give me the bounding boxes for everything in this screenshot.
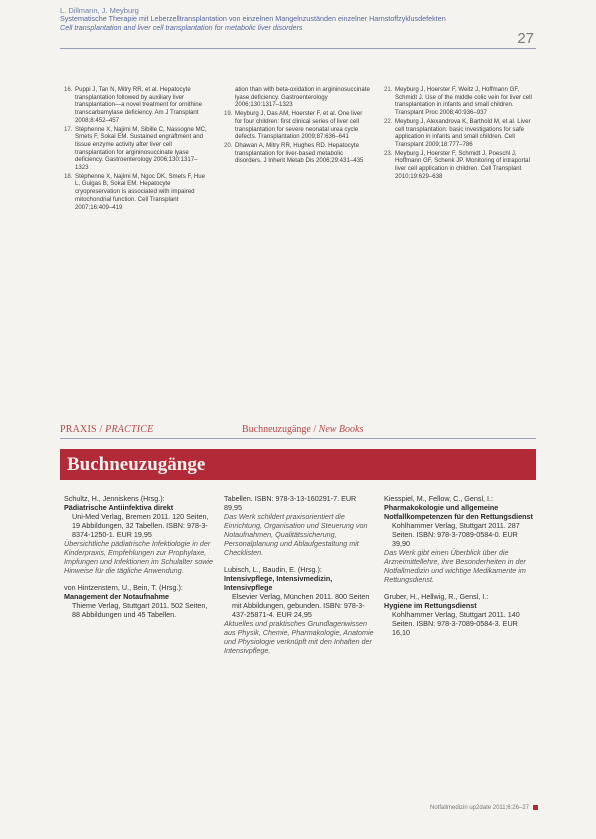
references-column-2 xyxy=(224,86,370,166)
page-title-band xyxy=(60,449,536,480)
book-entry: Schultz, H., Jenniskens (Hrsg.): Pädiatrische Antiinfektiva direkt Uni-Med Verlag, Bremen 2011. 120 Seiten, 19 Abbildungen, 32 Tabellen. ISBN: 978-3-8374-1250-1. EUR 19,95 Übersichtliche pädiatrische Infektiologie in der Kinderpraxis, Empfehlungen zur Prophylaxe, Impfungen und Infektionen im Schulalter sowie Hinweise für die tägliche Anwendung. xyxy=(64,494,214,575)
footer-journal: Notfallmedizin up2date 2011;6:26–27 xyxy=(430,805,529,812)
reference-item: 17. Stéphenne X, Najimi M, Sibille C, Nassogne MC, Smets F, Sokal EM. Sustained engraftment and tissue enzyme activity after liver cell transplantation for argininosuccinate lyase deficiency. Gastroenterology 2006;130:1317–1323 xyxy=(64,125,207,172)
references-column-1 xyxy=(64,86,210,212)
books-column-2 xyxy=(224,494,374,663)
running-header-title-de: Systematische Therapie mit Leberzelltransplantation von einzelnen Mangelnzuständen einzelner Harnstoffzyklusdefekten xyxy=(60,14,446,23)
reference-item: 19. Meyburg J, Das AM, Hoerster F, et al. One liver for four children: first clinical series of liver cell transplantation for severe neonatal urea cycle defects. Transplantation 2009;87:636–641 xyxy=(224,110,363,141)
reference-item: 23. Meyburg J, Hoerster F, Schmidt J, Poeschl J, Hoffmann GF, Schenk JP. Monitoring of intraportal liver cell application in children. Cell Transplant 2010;19:629–638 xyxy=(384,149,530,180)
book-entry: Gruber, H., Hellwig, R., Gensl, I.: Hygiene im Rettungsdienst Kohlhammer Verlag, Stuttgart 2011. 140 Seiten. ISBN: 978-3-7089-0584-3. EUR 16,10 xyxy=(384,592,520,637)
footer-square-icon xyxy=(533,805,538,810)
references-column-3 xyxy=(384,86,534,181)
book-entry: Lubisch, L., Baudin, E. (Hrsg.): Intensivpflege, Intensivmedizin, Intensivpflege Elsevier Verlag, München 2011. 800 Seiten mit Abbildungen, gebunden. ISBN: 978-3-437-25871-4. EUR 24,95 Aktuelles und praktisches Grundlagenwissen aus Physik, Chemie, Pharmakologie, Anatomie und Physiologie verknüpft mit den Inhalten der Intensivpflege. xyxy=(224,565,374,655)
running-header-author: L. Dillmann, J. Meyburg xyxy=(60,6,139,15)
running-header-title-en: Cell transplantation and liver cell transplantation for metabolic liver disorders xyxy=(60,22,303,32)
reference-item: 16. Puppi J, Tan N, Mitry RR, et al. Hepatocyte transplantation followed by auxiliary liver transplantation—a novel treatment for ornithine transcarbamylase deficiency. Am J Transplant 2008;8:452–457 xyxy=(64,86,203,124)
reference-item: 21. Meyburg J, Hoerster F, Weitz J, Hoffmann GF, Schmidt J. Use of the middle colic vein for liver cell transplantation in infants and small children. Transplant Proc 2008;40:936–937 xyxy=(384,86,532,117)
page-number: 27 xyxy=(517,30,534,47)
books-column-3 xyxy=(384,494,534,645)
books-column-1 xyxy=(64,494,214,627)
page-footer xyxy=(430,805,538,811)
section-label: PRAXIS / PRACTICE xyxy=(60,424,154,435)
page-title: Buchneuzugänge xyxy=(67,454,206,475)
section-topic: Buchneuzugänge / New Books xyxy=(242,424,364,435)
section-bar xyxy=(60,424,536,439)
book-entry: Kiesspiel, M., Fellow, C., Gensl, I.: Pharmakokologie und allgemeine Notfallkompetenzen für den Rettungsdienst Kohlhammer Verlag, Stuttgart 2011. 287 Seiten. ISBN: 978-3-7089-0584-0. EUR 39,90 Das Werk gibt einen Überblick über die Arzneimittellehre, ihre Besonderheiten in der Notfallmedizin und wichtige Medikamente im Rettungsdienst. xyxy=(384,494,533,584)
reference-item: ation than with beta-oxidation in argininosuccinate lyase deficiency. Gastroenterology 2006;130:1317–1323 xyxy=(235,86,370,109)
running-header xyxy=(60,6,540,32)
book-entry: Tabellen. ISBN: 978-3-13-160291-7. EUR 89,95 Das Werk schildert praxisorientiert die Einrichtung, Organisation und Steuerung von Notaufnahmen, Qualitätssicherung, Personalplanung und Ablaufgestaltung mit Checklisten. xyxy=(224,494,368,557)
reference-item: 22. Meyburg J, Alexandrova K, Barthold M, et al. Liver cell transplantation: basic investigations for safe application in infants and small children. Cell Transplant 2009;18:777–786 xyxy=(384,117,531,148)
book-entry: von Hintzenstern, U., Bein, T. (Hrsg.): Management der Notaufnahme Thieme Verlag, Stuttgart 2011. 502 Seiten, 88 Abbildungen und 45 Tabellen. xyxy=(64,583,208,619)
header-divider xyxy=(60,48,536,49)
reference-item: 18. Stéphenne X, Najimi M, Ngoc DK, Smets F, Hue L, Guigas B, Sokal EM. Hepatocyte cryopreservation is associated with impaired mitochondrial function. Cell Transplant 2007;16:409–419 xyxy=(64,172,206,211)
reference-item: 20. Dhawan A, Mitry RR, Hughes RD. Hepatocyte transplantation for liver-based metabolic disorders. J Inherit Metab Dis 2006;29:431–435 xyxy=(224,141,364,165)
